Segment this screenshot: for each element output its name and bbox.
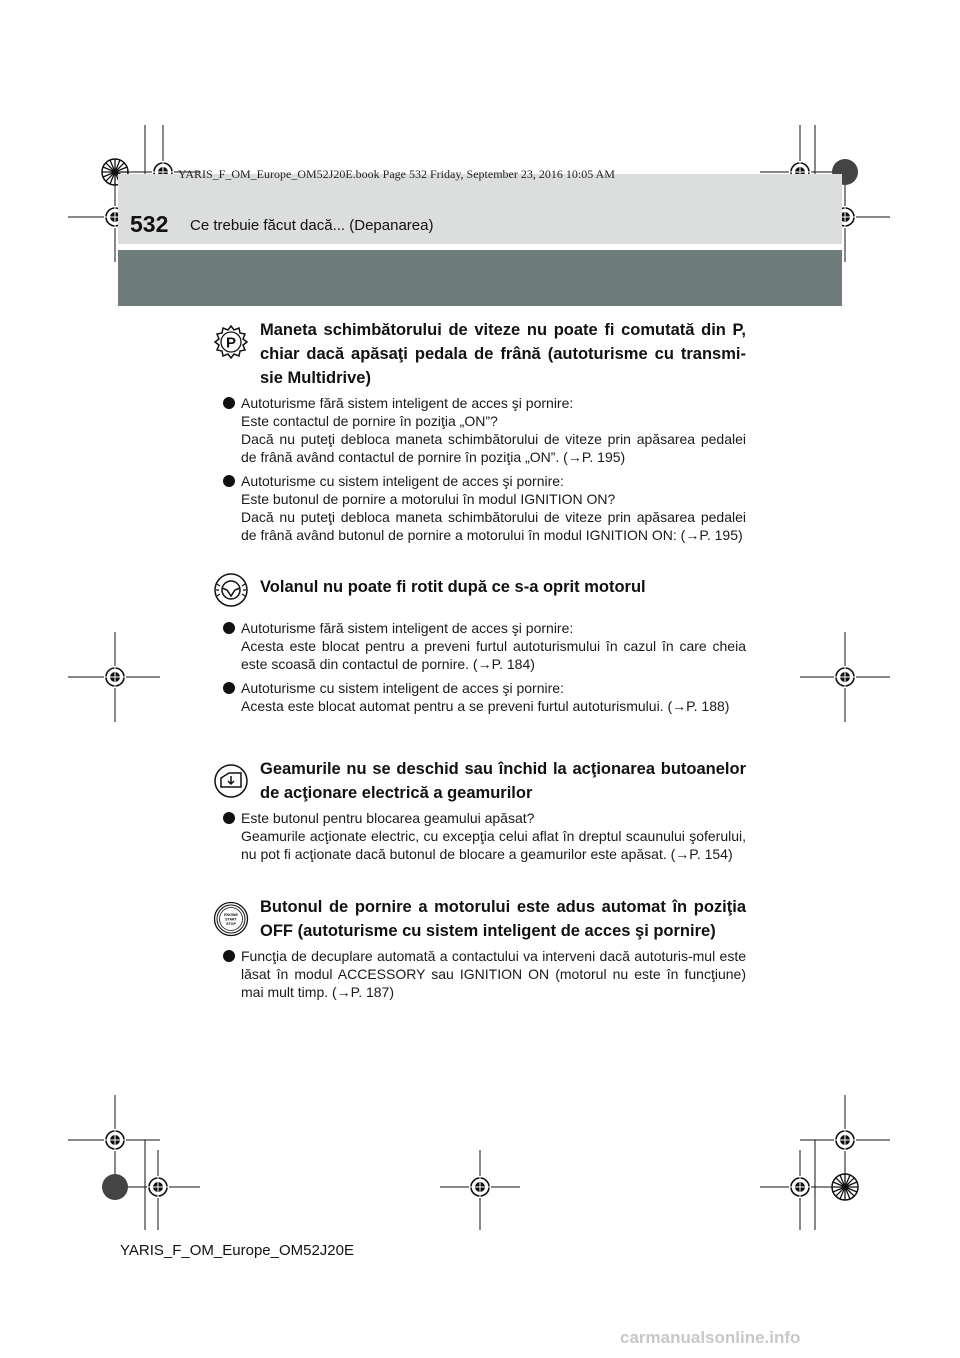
steering-lock-icon	[213, 572, 249, 608]
section-heading	[213, 575, 746, 615]
book-info: YARIS_F_OM_Europe_OM52J20E.book Page 532 Friday, September 23, 2016 10:05 AM	[178, 167, 615, 181]
list-item: Autoturisme fără sistem inteligent de acces şi pornire: Este contactul de pornire în poziţia „ON”? Dacă nu puteţi debloca maneta schimbătorului de viteze prin apăsarea pedalei de frână având contactul de pornire în poziţia „ON”. (→P. 195)	[223, 394, 746, 466]
bullet-icon	[223, 812, 235, 824]
list-item: Autoturisme cu sistem inteligent de acces şi pornire: Este butonul de pornire a motorului în modul IGNITION ON? Dacă nu puteţi debloca maneta schimbătorului de viteze prin apăsarea pedalei de frână având butonul de pornire a motorului în modul IGNITION ON: (→P. 195)	[223, 472, 746, 544]
section-title-text: Geamurile nu se deschid sau închid la acţionarea butoanelor de acţionare electrică a geamurilor	[260, 760, 746, 802]
section-title: Ce trebuie făcut dacă... (Depanarea)	[190, 217, 434, 234]
bullet-icon	[223, 397, 235, 409]
section-heading	[213, 757, 746, 805]
section-title-text: Maneta schimbătorului de viteze nu poate fi comutată din P, chiar dacă apăsaţi pedala de frână (autoturisme cu transmi-sie Multidrive)	[260, 321, 746, 387]
svg-text:P: P	[225, 334, 237, 352]
watermark: carmanualsonline.info	[620, 1328, 801, 1347]
section-heading	[213, 895, 746, 943]
main-content	[213, 318, 746, 1007]
section-steering-lock	[213, 575, 746, 747]
section-shift-lever	[213, 318, 746, 561]
bullet-icon	[223, 682, 235, 694]
footer-code: YARIS_F_OM_Europe_OM52J20E	[120, 1242, 355, 1259]
section-engine-switch	[213, 895, 746, 1001]
shift-lever-p-icon	[213, 324, 249, 360]
list-item: Autoturisme cu sistem inteligent de acces şi pornire: Acesta este blocat automat pentru a se preveni furtul autoturismului. (→P. 188)	[223, 679, 746, 715]
svg-text:STOP: STOP	[226, 922, 236, 926]
bullet-icon	[223, 950, 235, 962]
section-power-windows	[213, 757, 746, 889]
bullet-icon	[223, 622, 235, 634]
chapter-band	[118, 250, 842, 306]
bullet-icon	[223, 475, 235, 487]
section-title-text: Butonul de pornire a motorului este adus automat în poziţia OFF (autoturisme cu sistem inteligent de acces şi pornire)	[260, 898, 746, 940]
section-heading	[213, 318, 746, 390]
power-window-icon	[213, 763, 249, 799]
section-title-text: Volanul nu poate fi rotit după ce s-a oprit motorul	[260, 578, 646, 596]
list-item: Este butonul pentru blocarea geamului apăsat? Geamurile acţionate electric, cu excepţia celui aflat în dreptul scaunului şoferului, nu pot fi acţionate dacă butonul de blocare a geamurilor este apăsat. (→P. 154)	[223, 809, 746, 863]
svg-text:ENGINE: ENGINE	[224, 913, 238, 917]
engine-start-stop-icon	[213, 901, 249, 937]
svg-text:START: START	[225, 917, 237, 922]
list-item: Funcţia de decuplare automată a contactului va interveni dacă autoturis-mul este lăsat în modul ACCESSORY sau IGNITION ON (motorul nu este în funcţiune) mai mult timp. (→P. 187)	[223, 947, 746, 1001]
page-number: 532	[130, 211, 169, 237]
list-item: Autoturisme fără sistem inteligent de acces şi pornire: Acesta este blocat pentru a preveni furtul autoturismului în cazul în care cheia este scoasă din contactul de pornire. (→P. 184)	[223, 619, 746, 673]
